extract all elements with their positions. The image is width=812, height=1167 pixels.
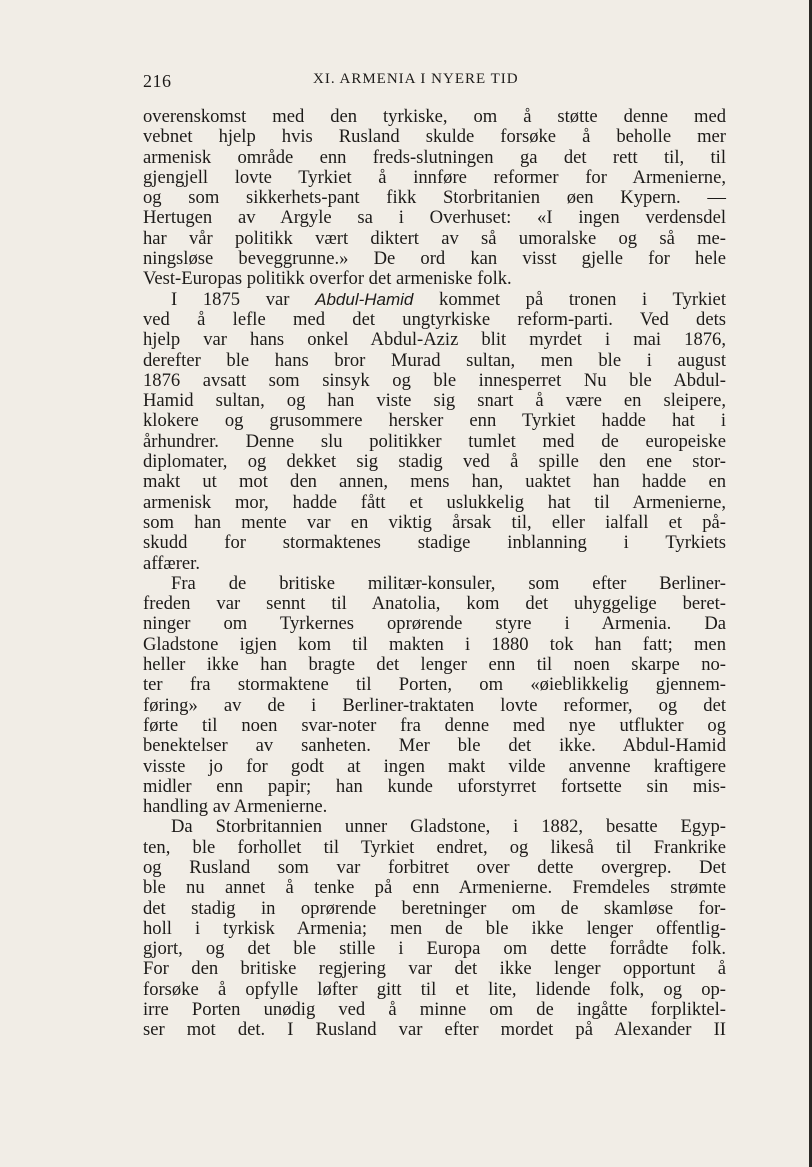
running-title: XI. ARMENIA I NYERE TID xyxy=(313,71,519,87)
text-line: gjengjell lovte Tyrkiet å innføre reformer for Armenierne, xyxy=(143,166,726,188)
text-line: har vår politikk vært diktert av så umoralske og så me- xyxy=(143,227,726,249)
body-text xyxy=(143,107,726,1041)
text-line: ser mot det. I Rusland var efter mordet på Alexander II xyxy=(143,1019,726,1041)
text-line: ter fra stormaktene til Porten, om «øieblikkelig gjennem- xyxy=(143,674,726,696)
text-line: og Rusland som var forbitret over dette overgrep. Det xyxy=(143,856,726,878)
text-line: derefter ble hans bror Murad sultan, men ble i august xyxy=(143,349,726,371)
text-line: ble nu annet å tenke på enn Armenierne. Fremdeles strømte xyxy=(143,877,726,899)
text-line: Hertugen av Argyle sa i Overhuset: «I ingen verdensdel xyxy=(143,207,726,229)
text-line xyxy=(143,290,726,310)
running-header xyxy=(143,71,726,95)
text-line: klokere og grusommere hersker enn Tyrkiet hadde hat i xyxy=(143,410,726,432)
text-line: armenisk mor, hadde fått et uslukkelig hat til Armenierne, xyxy=(143,491,726,513)
text-line: ten, ble forhollet til Tyrkiet endret, og likeså til Frankrike xyxy=(143,836,726,858)
text-line: århundrer. Denne slu politikker tumlet med de europeiske xyxy=(143,430,726,452)
text-line: midler enn papir; han kunde uforstyrret fortsette sin mis- xyxy=(143,775,726,797)
text-line: handling av Armenierne. xyxy=(143,796,328,818)
text-line: gjort, og det ble stille i Europa om dette forrådte folk. xyxy=(143,938,726,960)
text-line: Da Storbritannien unner Gladstone, i 1882, besatte Egyp- xyxy=(171,816,726,838)
text-line: det stadig in oprørende beretninger om de skamløse for- xyxy=(143,897,726,919)
text-line: føring» av de i Berliner-traktaten lovte reformer, og det xyxy=(143,694,726,716)
text-line: Fra de britiske militær-konsuler, som efter Berliner- xyxy=(171,572,726,594)
text-line: og som sikkerhets-pant fikk Storbritanien øen Kypern. — xyxy=(143,187,726,209)
text-line: ved å lefle med det ungtyrkiske reform-parti. Ved dets xyxy=(143,308,726,330)
text-line: freden var sennt til Anatolia, kom det uhyggelige beret- xyxy=(143,593,726,615)
text-line: vebnet hjelp hvis Rusland skulde forsøke å beholle mer xyxy=(143,126,726,148)
text-line: Gladstone igjen kom til makten i 1880 tok han fatt; men xyxy=(143,633,726,655)
text-line: hjelp var hans onkel Abdul-Aziz blit myrdet i mai 1876, xyxy=(143,329,726,351)
text-segment: I 1875 var xyxy=(171,288,316,310)
text-line: overenskomst med den tyrkiske, om å støtte denne med xyxy=(143,106,726,127)
text-line: makt ut mot den annen, mens han, uaktet han hadde en xyxy=(143,471,726,493)
text-line: 1876 avsatt som sinsyk og ble innesperret Nu ble Abdul- xyxy=(143,369,726,391)
text-line: armenisk område enn freds-slutningen ga det rett til, til xyxy=(143,146,726,168)
text-segment: kommet på tronen i Tyrkiet xyxy=(413,288,726,310)
text-line: irre Porten unødig ved å minne om de ingåtte forpliktel- xyxy=(143,999,726,1021)
text-line: For den britiske regjering var det ikke lenger opportunt å xyxy=(143,958,726,980)
text-line: ningsløse beveggrunne.» De ord kan visst gjelle for hele xyxy=(143,248,726,270)
page-number: 216 xyxy=(143,71,172,91)
text-line: diplomater, og dekket sig stadig ved å spille den ene stor- xyxy=(143,451,726,473)
text-line: skudd for stormaktenes stadige inblanning i Tyrkiets xyxy=(143,532,726,554)
emphasized-name: Abdul-Hamid xyxy=(315,289,414,309)
text-line: som han mente var en viktig årsak til, eller ialfall et på- xyxy=(143,511,726,533)
text-line: holl i tyrkisk Armenia; men de ble ikke lenger offentlig- xyxy=(143,917,726,939)
text-line: Vest-Europas politikk overfor det armeniske folk. xyxy=(143,268,512,290)
text-line: affærer. xyxy=(143,552,200,574)
text-line: Hamid sultan, og han viste sig snart å være en sleipere, xyxy=(143,390,726,412)
text-line: førte til noen svar-noter fra denne med nye utflukter og xyxy=(143,714,726,736)
text-line: ninger om Tyrkernes oprørende styre i Armenia. Da xyxy=(143,613,726,635)
text-line: forsøke å opfylle løfter gitt til et lite, lidende folk, og op- xyxy=(143,978,726,1000)
text-line: visste jo for godt at ingen makt vilde anvenne kraftigere xyxy=(143,755,726,777)
text-line: benektelser av sanheten. Mer ble det ikke. Abdul-Hamid xyxy=(143,735,726,757)
text-line: heller ikke han bragte det lenger enn til noen skarpe no- xyxy=(143,654,726,676)
